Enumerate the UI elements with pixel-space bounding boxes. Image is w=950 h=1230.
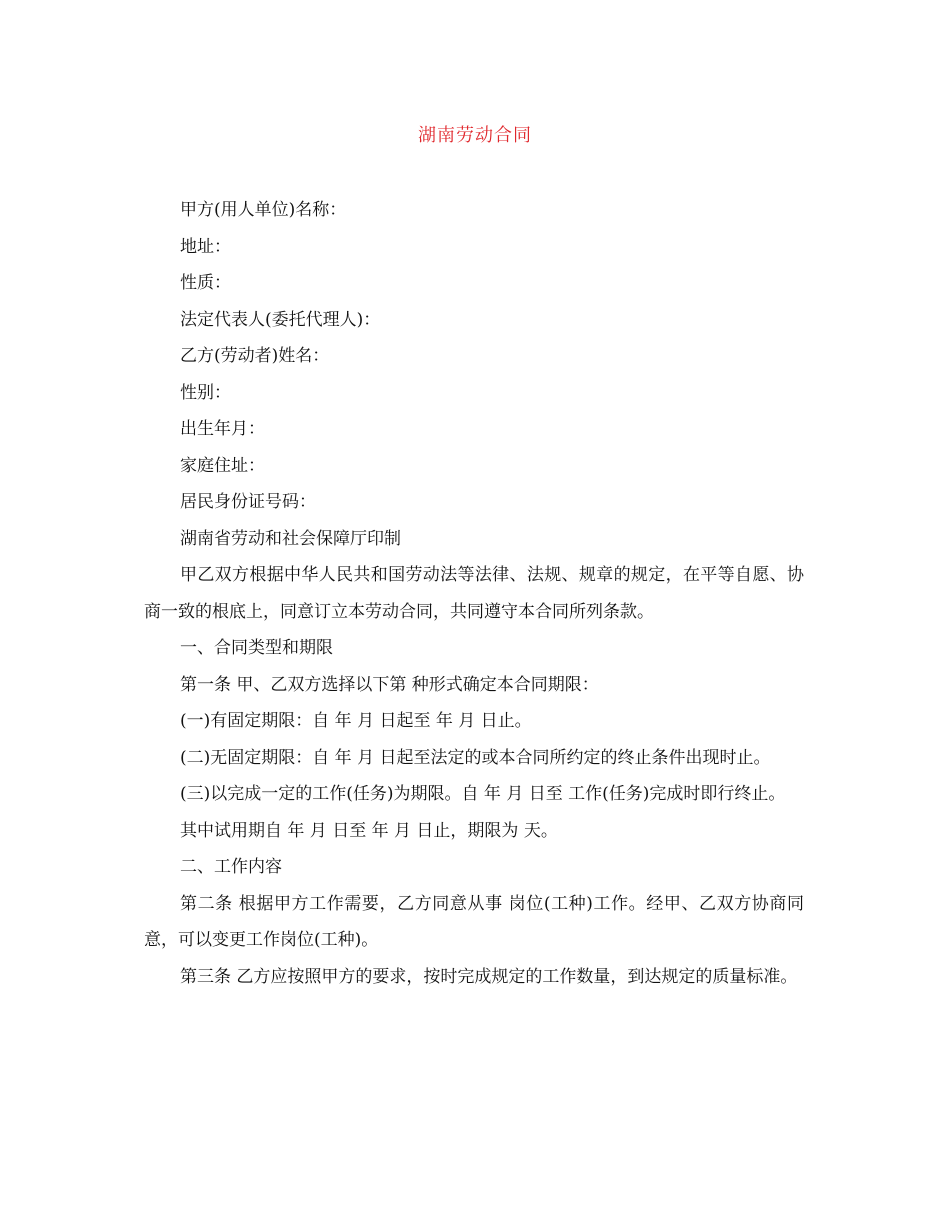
id-number-line: 居民身份证号码： [180,492,316,512]
article-2: 第二条 根据甲方工作需要，乙方同意从事 岗位(工种)工作。经甲、乙双方协商同意，可以变更工作岗位(工种)。 [144,893,804,950]
gender-line: 性别： [180,382,231,403]
section-heading-2: 二、工作内容 [180,857,282,877]
home-address-line: 家庭住址： [180,455,265,476]
article-1-option-2: (二)无固定期限：自 年 月 日起至法定的或本合同所约定的终止条件出现时止。 [180,747,771,768]
party-b-name-line: 乙方(劳动者)姓名： [180,346,330,366]
printed-by-line: 湖南省劳动和社会保障厅印制 [180,528,401,549]
preamble-paragraph: 甲乙双方根据中华人民共和国劳动法等法律、法规、规章的规定，在平等自愿、协商一致的根底上，同意订立本劳动合同，共同遵守本合同所列条款。 [144,565,804,622]
article-1-option-3: (三)以完成一定的工作(任务)为期限。自 年 月 日至 工作(任务)完成时即行终止。 [180,784,786,804]
document-title: 湖南劳动合同 [418,125,532,146]
legal-representative-line: 法定代表人(委托代理人)： [180,309,381,330]
nature-line: 性质： [180,273,231,293]
address-line: 地址： [180,236,231,257]
article-3: 第三条 乙方应按照甲方的要求，按时完成规定的工作数量，到达规定的质量标准。 [180,966,798,987]
probation-paragraph: 其中试用期自 年 月 日至 年 月 日止，期限为 天。 [180,820,558,841]
article-1: 第一条 甲、乙双方选择以下第 种形式确定本合同期限： [180,674,599,695]
section-heading-1: 一、合同类型和期限 [180,638,333,658]
party-a-name-line: 甲方(用人单位)名称： [180,200,347,220]
document-body [144,192,804,995]
birth-date-line: 出生年月： [180,419,265,439]
article-1-option-1: (一)有固定期限：自 年 月 日起至 年 月 日止。 [180,711,532,731]
